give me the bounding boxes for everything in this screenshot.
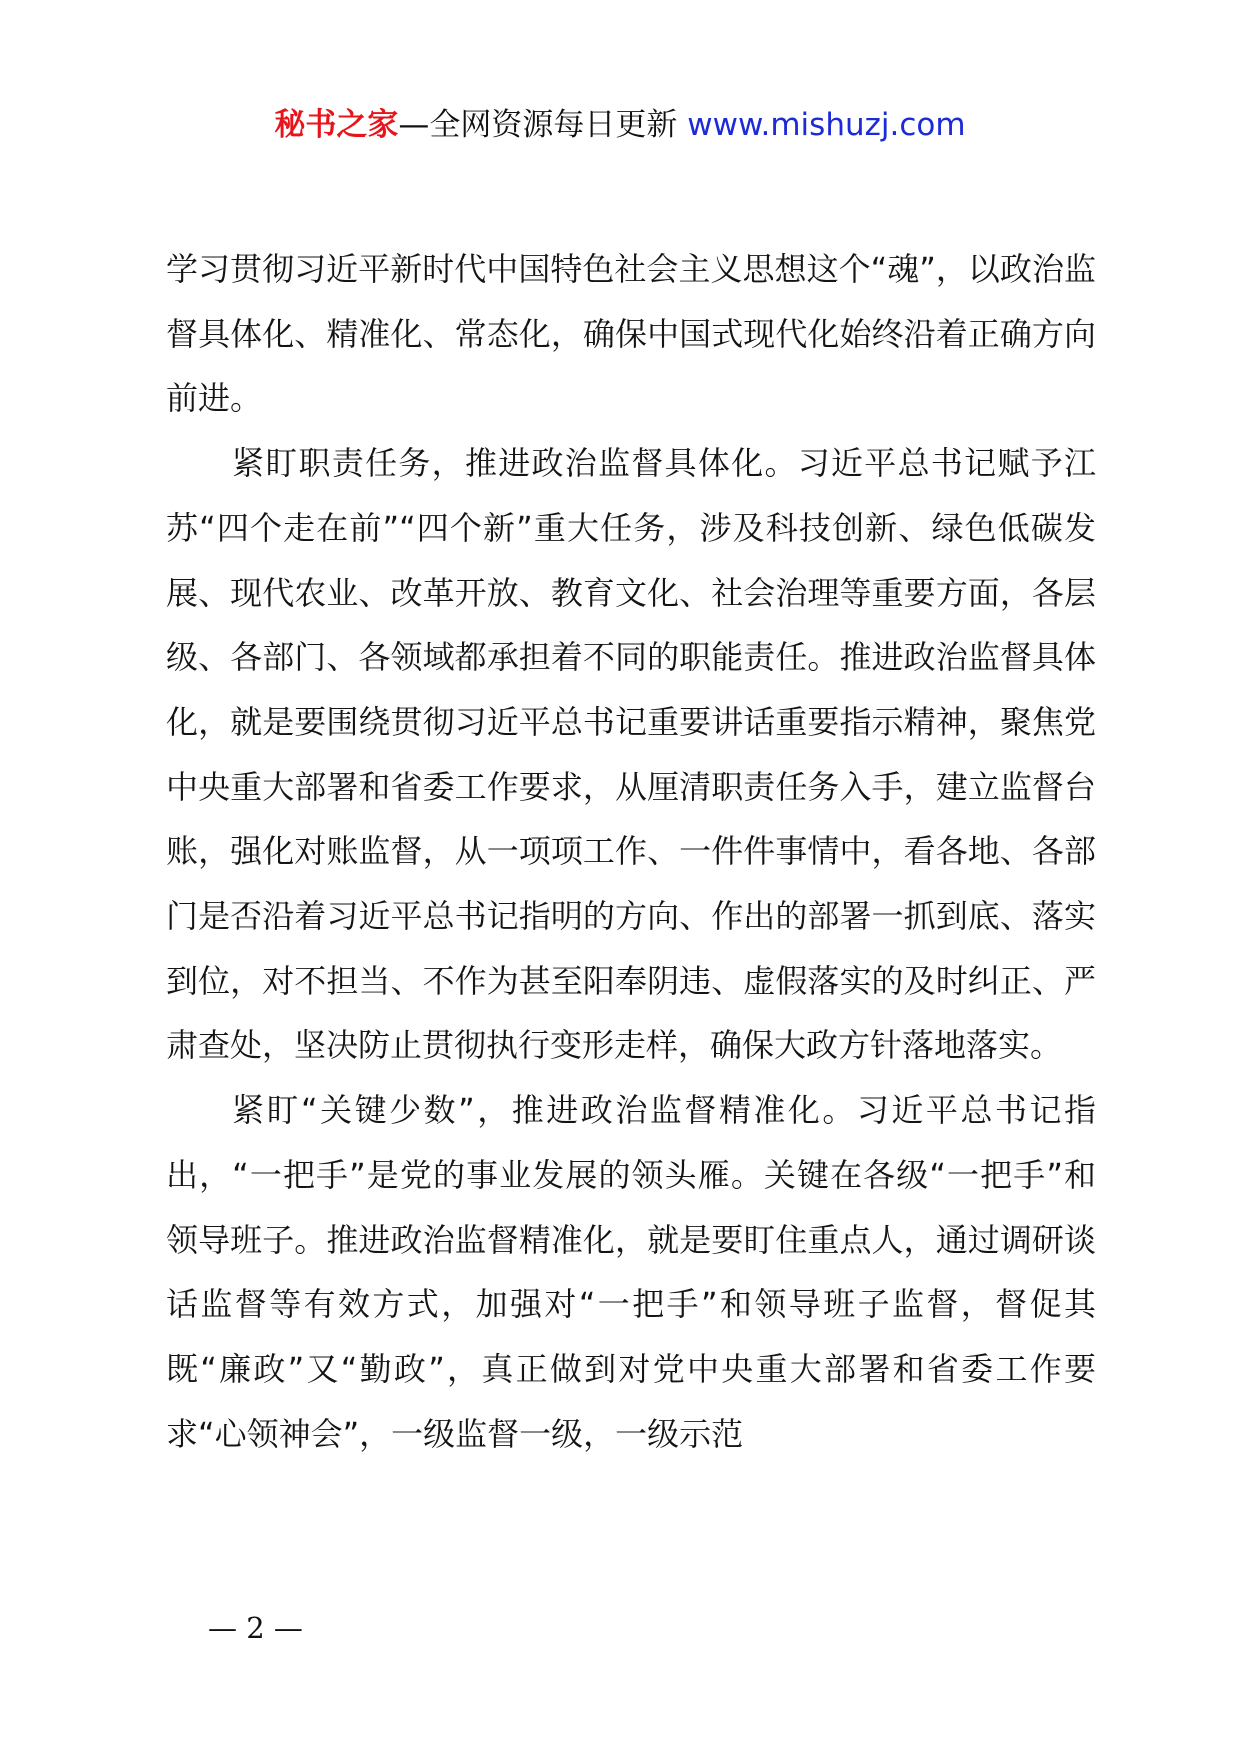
header-tagline: —全网资源每日更新 [398,107,688,143]
brand-name: 秘书之家 [274,107,399,143]
page-header [0,100,1240,150]
document-body [166,237,1096,1466]
body-paragraph-3: 紧盯“关键少数”，推进政治监督精准化。习近平总书记指出，“一把手”是党的事业发展的领头雁。关键在各级“一把手”和领导班子。推进政治监督精准化，就是要盯住重点人，通过调研谈话监督等有效方式，加强对“一把手”和领导班子监督，督促其既“廉政”又“勤政”，真正做到对党中央重大部署和省委工作要求“心领神会”，一级监督一级，一级示范 [166,1091,1096,1453]
body-paragraph-2: 紧盯职责任务，推进政治监督具体化。习近平总书记赋予江苏“四个走在前”“四个新”重大任务，涉及科技创新、绿色低碳发展、现代农业、改革开放、教育文化、社会治理等重要方面，各层级、各部门、各领域都承担着不同的职能责任。推进政治监督具体化，就是要围绕贯彻习近平总书记重要讲话重要指示精神，聚焦党中央重大部署和省委工作要求，从厘清职责任务入手，建立监督台账，强化对账监督，从一项项工作、一件件事情中，看各地、各部门是否沿着习近平总书记指明的方向、作出的部署一抓到底、落实到位，对不担当、不作为甚至阳奉阴违、虚假落实的及时纠正、严肃查处，坚决防止贯彻执行变形走样，确保大政方针落地落实。 [166,444,1096,1065]
body-paragraph-1: 学习贯彻习近平新时代中国特色社会主义思想这个“魂”，以政治监督具体化、精准化、常态化，确保中国式现代化始终沿着正确方向前进。 [166,250,1096,418]
website-url[interactable]: www.mishuzj.com [687,107,966,143]
page-number: — 2 — [208,1611,303,1645]
